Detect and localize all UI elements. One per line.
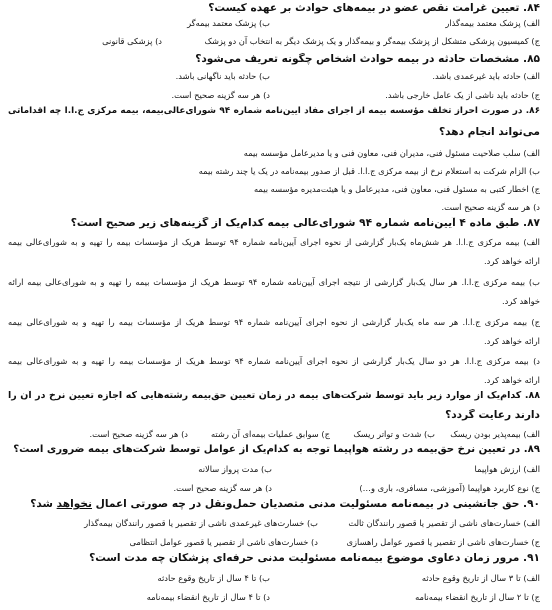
option-87-c-line2: ارائه خواهد کرد. bbox=[484, 336, 540, 346]
options-90-row2 bbox=[8, 537, 540, 550]
question-90-underlined: نخواهد bbox=[56, 498, 92, 510]
options-84-row1 bbox=[8, 18, 540, 31]
options-85-row1 bbox=[8, 71, 540, 84]
option-88-a: الف) بیمه‌پذیر بودن ریسک bbox=[450, 429, 540, 439]
option-86-c: ج) اخطار کتبی به مسئول فنی، معاون فنی، مدیرعامل و یا هیئت‌مدیره مؤسسه بیمه bbox=[253, 184, 540, 194]
question-87: ۸۷. طبق ماده ۴ آیین‌نامه شماره ۹۴ شورای‌عالی بیمه کدام‌یک از گزینه‌های زیر صحیح است؟ bbox=[70, 217, 540, 229]
option-84-b: ب) پزشک معتمد بیمه‌گر bbox=[187, 18, 270, 28]
option-89-a: الف) ارزش هواپیما bbox=[474, 464, 540, 474]
question-86-line1: ۸۶. در صورت احراز تخلف مؤسسه بیمه از اجرای مفاد آیین‌نامه شماره ۹۴ شورای‌عالی‌بیمه، بیمه مرکزی ج.ا.ا چه اقداماتی bbox=[8, 106, 540, 116]
question-88-line1: ۸۸. کدام‌یک از موارد زیر باید توسط شرکت‌های بیمه در زمان تعیین حق‌بیمه رشته‌هایی که اجازه تعیین نرخ در آن را bbox=[8, 390, 540, 401]
option-87-d-line2: ارائه خواهد کرد. bbox=[484, 375, 540, 385]
question-90 bbox=[8, 498, 540, 510]
option-87-a-line1: الف) بیمه مرکزی ج.ا.ا. هر شش‌ماه یک‌بار گزارشی از نحوه اجرای آیین‌نامه شماره ۹۴ توسط هریک از مؤسسات بیمه را تهیه و به شورای‌عالی بیمه bbox=[8, 237, 540, 247]
option-87-a-line2: ارائه خواهد کرد. bbox=[484, 256, 540, 266]
option-91-d: د) تا ۴ سال از تاریخ انقضاء بیمه‌نامه bbox=[146, 592, 270, 602]
option-89-b: ب) مدت پرواز سالانه bbox=[198, 464, 272, 474]
options-84-row2 bbox=[8, 36, 540, 49]
question-91: ۹۱. مرور زمان دعاوی موضوع بیمه‌نامه مسئولیت مدنی حرفه‌ای پزشکان چه مدت است؟ bbox=[89, 552, 540, 564]
question-90-text: ۹۰. حق جانشینی در بیمه‌نامه مسئولیت مدنی متصدیان حمل‌ونقل در چه صورتی اعمال bbox=[91, 498, 540, 510]
option-85-a: الف) حادثه باید غیرعمدی باشد. bbox=[432, 71, 540, 81]
option-87-c-line1: ج) بیمه مرکزی ج.ا.ا. هر سه ماه یک‌بار گزارشی از نحوه اجرای آیین‌نامه شماره ۹۴ توسط هریک از مؤسسات بیمه را تهیه و به شورای‌عالی بیمه bbox=[8, 317, 540, 327]
option-88-b: ب) شدت و تواتر ریسک bbox=[353, 429, 435, 439]
question-86-line2: می‌تواند انجام دهد؟ bbox=[438, 126, 540, 138]
question-90-text-end: شد؟ bbox=[30, 498, 57, 510]
option-88-c: ج) سوابق عملیات بیمه‌ای آن رشته bbox=[210, 429, 330, 439]
option-85-d: د) هر سه گزینه صحیح است. bbox=[171, 90, 270, 100]
option-90-b: ب) خسارت‌های غیرعمدی ناشی از تقصیر یا قصور رانندگان بیمه‌گذار bbox=[84, 518, 318, 528]
option-86-b: ب) الزام شرکت به استعلام نرخ از بیمه مرکزی ج.ا.ا. قبل از صدور بیمه‌نامه در یک یا چند رشته بیمه bbox=[198, 166, 540, 176]
options-91-row1 bbox=[8, 573, 540, 586]
option-91-c: ج) تا ۲ سال از تاریخ انقضاء بیمه‌نامه bbox=[415, 592, 540, 602]
option-84-c: ج) کمیسیون پزشکی متشکل از پزشک بیمه‌گر و بیمه‌گذار و یک پزشک دیگر به انتخاب آن دو پزشک bbox=[204, 36, 540, 46]
options-90-row1 bbox=[8, 518, 540, 531]
options-88-row bbox=[8, 429, 540, 442]
options-91-row2 bbox=[8, 592, 540, 605]
question-84: ۸۴. تعیین غرامت نقص عضو در بیمه‌های حوادث بر عهده کیست؟ bbox=[208, 2, 540, 14]
options-89-row2 bbox=[8, 483, 540, 496]
question-89: ۸۹. در تعیین نرخ حق‌بیمه در رشته هواپیما توجه به کدام‌یک از عوامل توسط شرکت‌های بیمه ضروری است؟ bbox=[13, 444, 540, 455]
question-88-line2: دارند رعایت گردد؟ bbox=[445, 409, 540, 421]
question-85: ۸۵. مشخصات حادثه در بیمه حوادث اشخاص چگونه تعریف می‌شود؟ bbox=[195, 53, 540, 65]
option-85-c: ج) حادثه باید ناشی از یک عامل خارجی باشد. bbox=[385, 90, 540, 100]
option-89-c: ج) نوع کاربرد هواپیما (آموزشی، مسافری، باری و…) bbox=[359, 483, 540, 493]
option-86-a: الف) سلب صلاحیت مسئول فنی، مدیران فنی، معاون فنی و یا مدیرعامل مؤسسه بیمه bbox=[243, 148, 540, 158]
options-89-row1 bbox=[8, 464, 540, 477]
option-90-c: ج) خسارت‌های ناشی از تقصیر یا قصور عوامل راهسازی bbox=[346, 537, 540, 547]
option-91-b: ب) تا ۴ سال از تاریخ وقوع حادثه bbox=[157, 573, 270, 583]
option-91-a: الف) تا ۳ سال از تاریخ وقوع حادثه bbox=[421, 573, 540, 583]
option-86-d: د) هر سه گزینه صحیح است. bbox=[441, 202, 540, 212]
option-85-b: ب) حادثه باید ناگهانی باشد. bbox=[175, 71, 270, 81]
option-84-a: الف) پزشک معتمد بیمه‌گذار bbox=[445, 18, 540, 28]
option-90-d: د) خسارت‌های ناشی از تقصیر یا قصور عوامل انتظامی bbox=[129, 537, 318, 547]
option-87-d-line1: د) بیمه مرکزی ج.ا.ا. هر دو سال یک‌بار گزارشی از نحوه اجرای آیین‌نامه شماره ۹۴ توسط هریک از مؤسسات بیمه را تهیه و به شورای‌عالی بیمه bbox=[8, 356, 540, 366]
option-87-b-line1: ب) بیمه مرکزی ج.ا.ا. هر سال یک‌بار گزارشی از نتیجه اجرای آیین‌نامه شماره ۹۴ توسط هریک از مؤسسات بیمه را تهیه و به شورای‌عالی بیمه ارائه bbox=[8, 277, 540, 287]
option-89-d: د) هر سه گزینه صحیح است. bbox=[173, 483, 272, 493]
option-87-b-line2: خواهد کرد. bbox=[502, 296, 540, 306]
option-84-d: د) پزشکی قانونی bbox=[102, 36, 162, 46]
option-90-a: الف) خسارت‌های ناشی از تقصیر یا قصور رانندگان ثالث bbox=[348, 518, 540, 528]
options-85-row2 bbox=[8, 90, 540, 103]
option-88-d: د) هر سه گزینه صحیح است. bbox=[89, 429, 188, 439]
